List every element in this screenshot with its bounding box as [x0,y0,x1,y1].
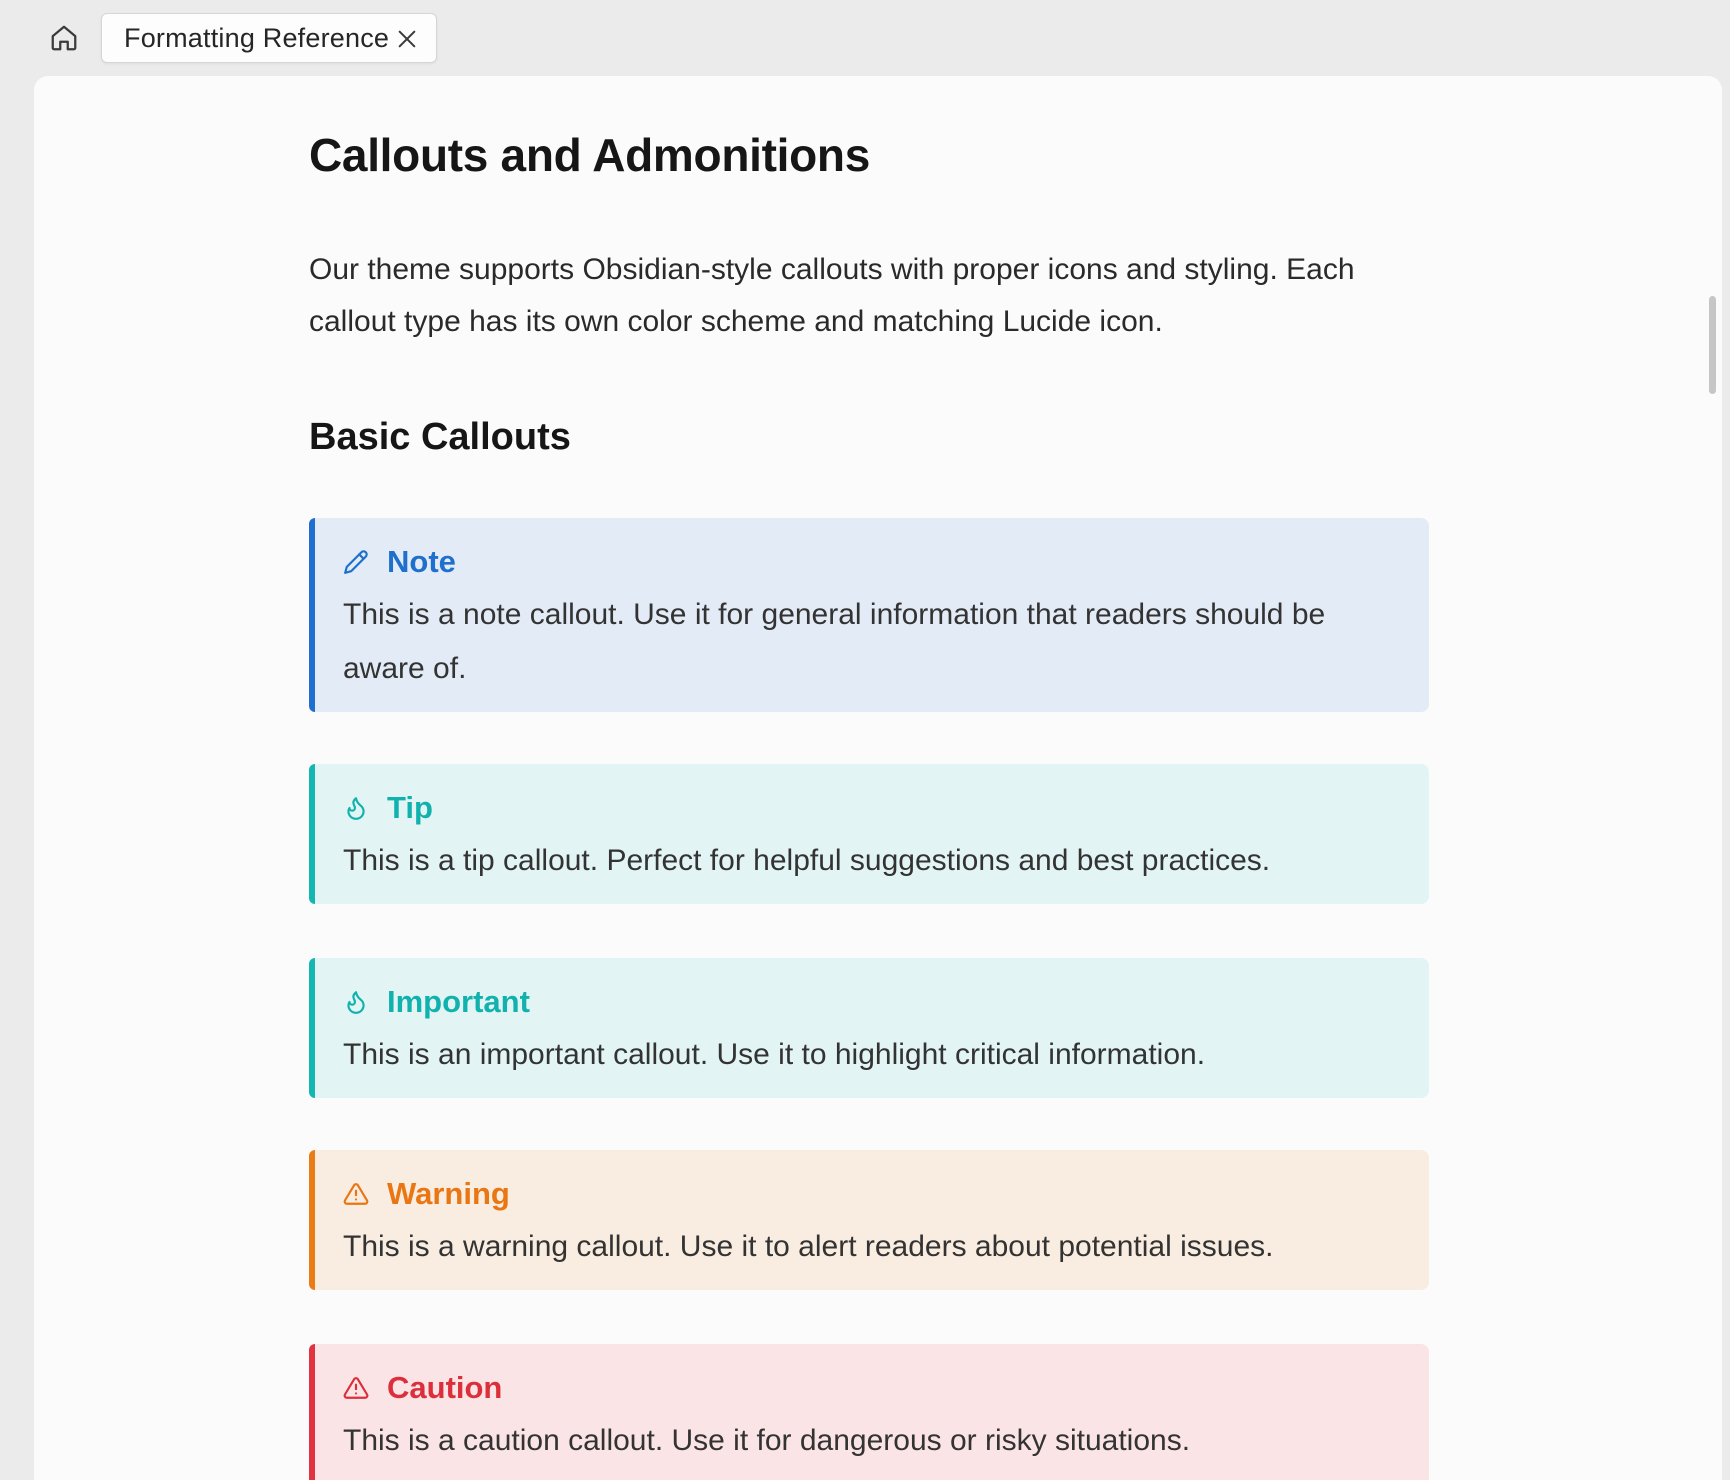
callout-accent-bar [309,958,315,1098]
flame-icon [343,795,369,821]
page-title: Callouts and Admonitions [309,129,870,181]
tab-bar [0,0,1730,76]
callout-body: This is an important callout. Use it to highlight critical information. [343,1038,1206,1071]
tab-label: Formatting Reference [124,22,390,53]
pencil-icon [343,549,369,575]
callout-tip [309,764,1429,904]
callout-title: Tip [387,790,433,825]
callout-accent-bar [309,1344,315,1480]
callout-note [309,518,1429,712]
section-title: Basic Callouts [309,416,571,458]
callout-title: Warning [387,1176,510,1211]
callout-warning [309,1150,1429,1290]
alert-triangle-icon [343,1181,369,1207]
callout-body: This is a note callout. Use it for general information that readers should be aware of. [343,598,1326,685]
callout-caution [309,1344,1429,1480]
callout-body: This is a caution callout. Use it for dangerous or risky situations. [343,1424,1191,1457]
callout-header [343,542,1399,582]
callout-header [343,982,1399,1022]
home-button[interactable] [40,14,88,62]
callout-title: Important [387,984,530,1019]
tab-close-button[interactable] [394,26,420,52]
intro-paragraph: Our theme supports Obsidian-style callouts with proper icons and styling. Each callout type has its own color scheme and matching Lucide icon. [309,253,1355,338]
callout-accent-bar [309,518,315,712]
callout-important [309,958,1429,1098]
callout-title: Caution [387,1370,503,1405]
callout-accent-bar [309,764,315,904]
callout-body: This is a tip callout. Perfect for helpful suggestions and best practices. [343,844,1271,877]
callout-title: Note [387,544,456,579]
flame-icon [343,989,369,1015]
callout-header [343,1174,1399,1214]
home-icon [49,23,79,53]
callout-header [343,788,1399,828]
vertical-scrollbar-thumb[interactable] [1709,296,1716,394]
alert-triangle-icon [343,1375,369,1401]
callout-header [343,1368,1399,1408]
tab-formatting-reference[interactable] [101,13,437,63]
callout-accent-bar [309,1150,315,1290]
close-icon [396,28,418,50]
callout-body: This is a warning callout. Use it to alert readers about potential issues. [343,1230,1274,1263]
document-view[interactable] [34,76,1722,1480]
